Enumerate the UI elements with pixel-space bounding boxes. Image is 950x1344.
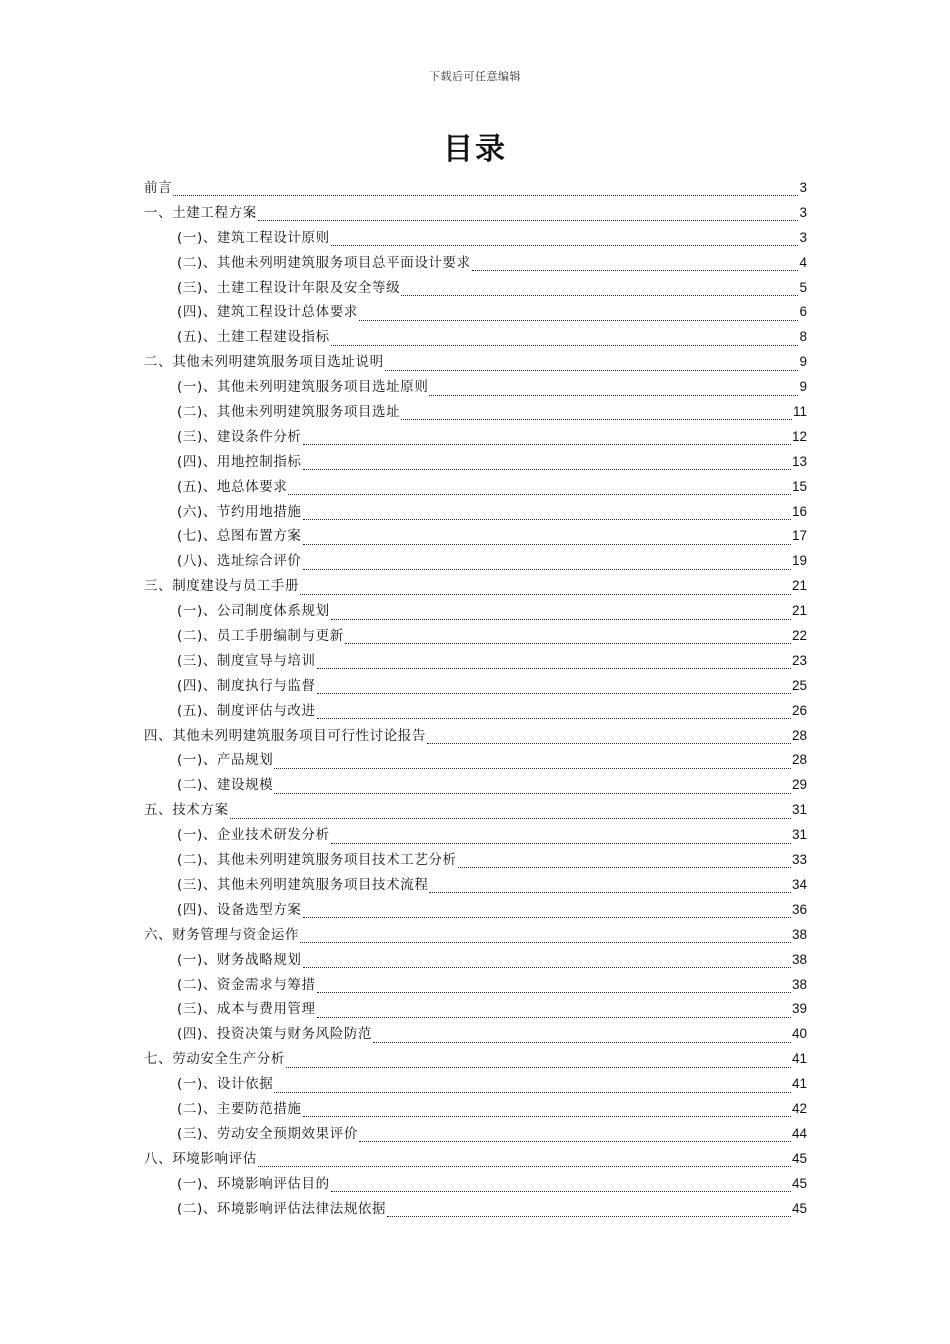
toc-entry-page: 16 bbox=[791, 503, 807, 519]
toc-entry-label: (二)、其他未列明建筑服务项目选址 bbox=[177, 404, 401, 421]
toc-dot-leader bbox=[317, 659, 791, 669]
toc-entry-label: 三、制度建设与员工手册 bbox=[144, 578, 300, 595]
toc-entry[interactable] bbox=[144, 973, 807, 998]
toc-entry-page: 45 bbox=[791, 1150, 807, 1166]
toc-entry[interactable] bbox=[144, 1172, 807, 1197]
toc-entry[interactable] bbox=[144, 1072, 807, 1097]
toc-entry-page: 3 bbox=[799, 229, 807, 245]
toc-entry-label: 二、其他未列明建筑服务项目选址说明 bbox=[144, 354, 384, 371]
toc-dot-leader bbox=[300, 933, 791, 943]
toc-entry[interactable] bbox=[144, 873, 807, 898]
toc-entry-page: 34 bbox=[791, 876, 807, 892]
table-of-contents bbox=[144, 176, 807, 1221]
toc-entry-label: 八、环境影响评估 bbox=[144, 1150, 257, 1167]
toc-entry-label: (三)、其他未列明建筑服务项目技术流程 bbox=[177, 876, 429, 893]
toc-dot-leader bbox=[472, 261, 799, 271]
toc-entry-label: (一)、财务战略规划 bbox=[177, 951, 302, 968]
toc-entry[interactable] bbox=[144, 524, 807, 549]
toc-entry-label: (二)、其他未列明建筑服务项目总平面设计要求 bbox=[177, 254, 471, 271]
toc-entry-page: 5 bbox=[799, 279, 807, 295]
toc-entry-page: 25 bbox=[791, 677, 807, 693]
toc-dot-leader bbox=[331, 834, 791, 844]
toc-entry-label: (二)、主要防范措施 bbox=[177, 1100, 302, 1117]
toc-entry-label: (一)、企业技术研发分析 bbox=[177, 827, 330, 844]
toc-entry[interactable] bbox=[144, 923, 807, 948]
toc-entry-label: (三)、制度宣导与培训 bbox=[177, 652, 316, 669]
toc-entry-page: 38 bbox=[791, 951, 807, 967]
toc-entry[interactable] bbox=[144, 574, 807, 599]
toc-entry-page: 41 bbox=[791, 1076, 807, 1092]
toc-entry-label: (三)、成本与费用管理 bbox=[177, 1001, 316, 1018]
toc-entry-page: 8 bbox=[799, 329, 807, 345]
toc-dot-leader bbox=[274, 1083, 791, 1093]
toc-entry-page: 9 bbox=[799, 354, 807, 370]
toc-entry[interactable] bbox=[144, 674, 807, 699]
toc-entry-label: 五、技术方案 bbox=[144, 802, 229, 819]
toc-entry-label: (五)、地总体要求 bbox=[177, 478, 288, 495]
toc-entry-page: 33 bbox=[791, 852, 807, 868]
toc-entry-page: 19 bbox=[791, 553, 807, 569]
toc-dot-leader bbox=[258, 1157, 791, 1167]
toc-entry-page: 41 bbox=[791, 1051, 807, 1067]
toc-dot-leader bbox=[373, 1033, 791, 1043]
toc-entry-label: (二)、资金需求与筹措 bbox=[177, 976, 316, 993]
toc-dot-leader bbox=[274, 784, 791, 794]
toc-entry-page: 3 bbox=[799, 180, 807, 195]
toc-entry[interactable] bbox=[144, 325, 807, 350]
toc-entry-label: 前言 bbox=[144, 180, 173, 196]
toc-dot-leader bbox=[173, 186, 798, 196]
toc-entry-page: 31 bbox=[791, 802, 807, 818]
toc-entry-page: 13 bbox=[791, 453, 807, 469]
toc-dot-leader bbox=[286, 1058, 791, 1068]
toc-dot-leader bbox=[429, 883, 791, 893]
toc-entry-page: 12 bbox=[791, 428, 807, 444]
toc-entry-label: (二)、环境影响评估法律法规依据 bbox=[177, 1200, 387, 1217]
toc-entry[interactable] bbox=[144, 276, 807, 301]
toc-entry-label: 七、劳动安全生产分析 bbox=[144, 1051, 285, 1068]
toc-dot-leader bbox=[303, 510, 791, 520]
page-title: 目录 bbox=[443, 132, 507, 167]
toc-entry-page: 45 bbox=[791, 1200, 807, 1216]
toc-entry-page: 38 bbox=[791, 976, 807, 992]
toc-entry[interactable] bbox=[144, 350, 807, 375]
toc-dot-leader bbox=[303, 908, 791, 918]
toc-entry-label: (四)、设备选型方案 bbox=[177, 901, 302, 918]
toc-dot-leader bbox=[331, 236, 799, 246]
toc-entry[interactable] bbox=[144, 748, 807, 773]
toc-entry-page: 9 bbox=[799, 379, 807, 395]
toc-entry-label: (三)、土建工程设计年限及安全等级 bbox=[177, 279, 401, 296]
toc-entry-page: 3 bbox=[799, 204, 807, 220]
toc-entry[interactable] bbox=[144, 773, 807, 798]
toc-entry-label: (七)、总图布置方案 bbox=[177, 528, 302, 545]
toc-entry-page: 21 bbox=[791, 603, 807, 619]
toc-entry-label: (六)、节约用地措施 bbox=[177, 503, 302, 520]
toc-entry-page: 11 bbox=[792, 404, 807, 420]
toc-entry-page: 29 bbox=[791, 777, 807, 793]
toc-entry-label: (一)、其他未列明建筑服务项目选址原则 bbox=[177, 379, 429, 396]
toc-dot-leader bbox=[385, 361, 799, 371]
toc-entry[interactable] bbox=[144, 226, 807, 251]
toc-entry-label: (一)、建筑工程设计原则 bbox=[177, 229, 330, 246]
toc-dot-leader bbox=[258, 211, 799, 221]
toc-dot-leader bbox=[427, 734, 791, 744]
toc-entry[interactable] bbox=[144, 948, 807, 973]
toc-entry-page: 4 bbox=[799, 254, 807, 270]
toc-dot-leader bbox=[401, 286, 798, 296]
header-note: 下载后可任意编辑 bbox=[429, 70, 521, 83]
toc-entry-page: 38 bbox=[791, 926, 807, 942]
toc-entry[interactable] bbox=[144, 425, 807, 450]
toc-dot-leader bbox=[331, 336, 799, 346]
toc-entry-label: (一)、产品规划 bbox=[177, 752, 274, 769]
toc-dot-leader bbox=[317, 709, 791, 719]
toc-entry[interactable] bbox=[144, 1122, 807, 1147]
toc-entry[interactable] bbox=[144, 176, 807, 201]
toc-dot-leader bbox=[303, 535, 791, 545]
toc-entry-page: 39 bbox=[791, 1001, 807, 1017]
toc-entry-page: 36 bbox=[791, 901, 807, 917]
toc-entry[interactable] bbox=[144, 798, 807, 823]
toc-entry[interactable] bbox=[144, 500, 807, 525]
toc-dot-leader bbox=[429, 386, 798, 396]
toc-entry[interactable] bbox=[144, 1147, 807, 1172]
toc-entry-label: 四、其他未列明建筑服务项目可行性讨论报告 bbox=[144, 727, 426, 744]
toc-dot-leader bbox=[458, 858, 791, 868]
toc-entry-label: (一)、环境影响评估目的 bbox=[177, 1175, 330, 1192]
toc-entry-page: 6 bbox=[799, 304, 807, 320]
toc-entry-label: (一)、公司制度体系规划 bbox=[177, 603, 330, 620]
toc-entry-label: (四)、建筑工程设计总体要求 bbox=[177, 304, 358, 321]
toc-dot-leader bbox=[359, 1132, 791, 1142]
toc-entry[interactable] bbox=[144, 898, 807, 923]
toc-dot-leader bbox=[331, 610, 791, 620]
toc-entry-page: 45 bbox=[791, 1175, 807, 1191]
toc-dot-leader bbox=[274, 759, 791, 769]
toc-entry-label: (八)、选址综合评价 bbox=[177, 553, 302, 570]
toc-entry-label: (四)、制度执行与监督 bbox=[177, 677, 316, 694]
toc-entry[interactable] bbox=[144, 624, 807, 649]
toc-entry-page: 17 bbox=[791, 528, 807, 544]
toc-entry-label: (五)、土建工程建设指标 bbox=[177, 329, 330, 346]
toc-entry[interactable] bbox=[144, 1197, 807, 1222]
toc-entry[interactable] bbox=[144, 724, 807, 749]
toc-dot-leader bbox=[303, 1107, 791, 1117]
toc-entry[interactable] bbox=[144, 450, 807, 475]
toc-entry-label: (二)、员工手册编制与更新 bbox=[177, 628, 344, 645]
toc-entry[interactable] bbox=[144, 251, 807, 276]
toc-entry-label: (一)、设计依据 bbox=[177, 1076, 274, 1093]
toc-entry[interactable] bbox=[144, 375, 807, 400]
toc-entry-page: 42 bbox=[791, 1100, 807, 1116]
toc-entry[interactable] bbox=[144, 823, 807, 848]
toc-entry-page: 31 bbox=[791, 827, 807, 843]
toc-entry-label: (四)、用地控制指标 bbox=[177, 453, 302, 470]
toc-entry[interactable] bbox=[144, 300, 807, 325]
toc-entry[interactable] bbox=[144, 1097, 807, 1122]
toc-dot-leader bbox=[230, 809, 791, 819]
toc-entry-label: 一、土建工程方案 bbox=[144, 204, 257, 221]
toc-dot-leader bbox=[387, 1207, 791, 1217]
toc-entry-label: (二)、其他未列明建筑服务项目技术工艺分析 bbox=[177, 852, 457, 869]
toc-entry[interactable] bbox=[144, 649, 807, 674]
toc-dot-leader bbox=[345, 634, 791, 644]
toc-entry-label: 六、财务管理与资金运作 bbox=[144, 926, 300, 943]
toc-entry[interactable] bbox=[144, 549, 807, 574]
toc-entry[interactable] bbox=[144, 1022, 807, 1047]
toc-dot-leader bbox=[300, 585, 791, 595]
toc-entry[interactable] bbox=[144, 599, 807, 624]
toc-dot-leader bbox=[303, 435, 791, 445]
toc-dot-leader bbox=[401, 410, 792, 420]
toc-dot-leader bbox=[317, 684, 791, 694]
toc-entry-label: (三)、建设条件分析 bbox=[177, 428, 302, 445]
toc-dot-leader bbox=[317, 1008, 791, 1018]
toc-entry-page: 23 bbox=[791, 652, 807, 668]
toc-dot-leader bbox=[303, 958, 791, 968]
toc-entry[interactable] bbox=[144, 997, 807, 1022]
toc-entry-label: (三)、劳动安全预期效果评价 bbox=[177, 1125, 358, 1142]
toc-entry-page: 22 bbox=[791, 628, 807, 644]
toc-entry-page: 21 bbox=[791, 578, 807, 594]
toc-entry[interactable] bbox=[144, 201, 807, 226]
toc-dot-leader bbox=[303, 560, 791, 570]
toc-dot-leader bbox=[288, 485, 791, 495]
toc-entry-page: 40 bbox=[791, 1026, 807, 1042]
toc-entry[interactable] bbox=[144, 1047, 807, 1072]
toc-entry-page: 15 bbox=[791, 478, 807, 494]
toc-dot-leader bbox=[331, 1182, 791, 1192]
toc-entry-page: 44 bbox=[791, 1125, 807, 1141]
toc-dot-leader bbox=[303, 460, 791, 470]
toc-entry-label: (二)、建设规模 bbox=[177, 777, 274, 794]
toc-dot-leader bbox=[359, 311, 799, 321]
toc-entry-page: 28 bbox=[791, 727, 807, 743]
toc-entry[interactable] bbox=[144, 699, 807, 724]
toc-entry[interactable] bbox=[144, 400, 807, 425]
toc-dot-leader bbox=[317, 983, 791, 993]
toc-entry[interactable] bbox=[144, 848, 807, 873]
toc-entry-label: (五)、制度评估与改进 bbox=[177, 702, 316, 719]
toc-entry-label: (四)、投资决策与财务风险防范 bbox=[177, 1026, 373, 1043]
toc-entry[interactable] bbox=[144, 475, 807, 500]
toc-entry-page: 28 bbox=[791, 752, 807, 768]
toc-entry-page: 26 bbox=[791, 702, 807, 718]
